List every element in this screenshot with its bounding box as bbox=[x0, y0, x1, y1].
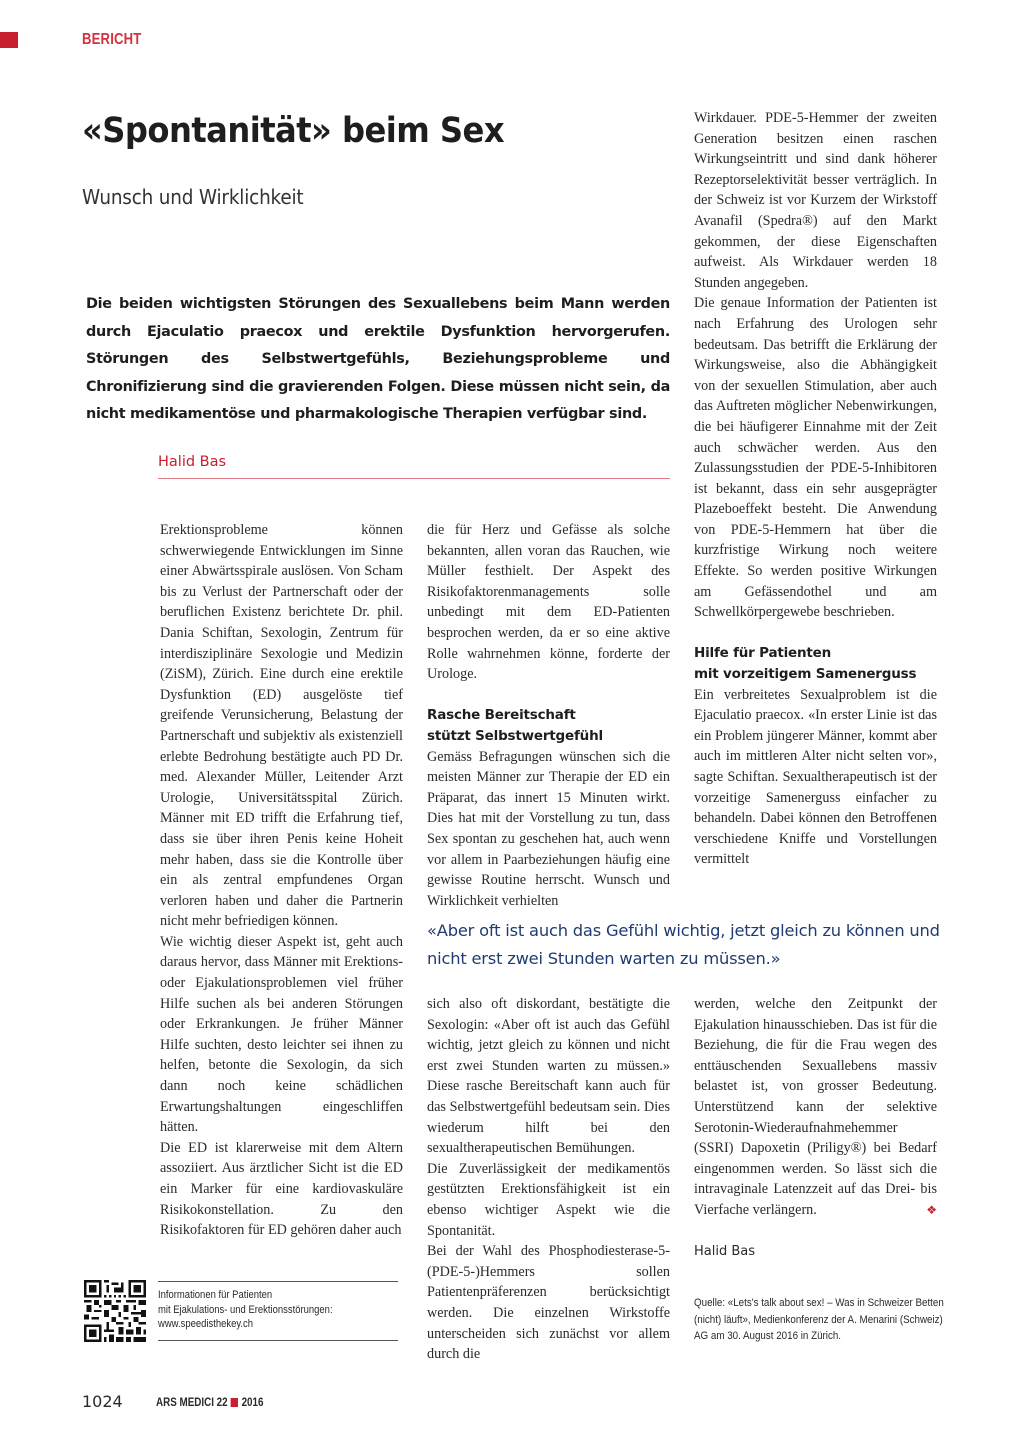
subheading bbox=[694, 643, 937, 684]
byline-divider bbox=[158, 478, 670, 479]
paragraph: sich also oft diskordant, bestätigte die Sexologin: «Aber oft ist auch das Gefühl wichtig, jetzt gleich zu können und nicht erst zwei Stunden warten zu müssen.» Diese rasche Bereitschaft kann auch für das Selbstwertgefühl bedeutsam sein. Dies wiederum hilft bei den sexualtherapeutischen Bemühungen. bbox=[427, 996, 670, 1157]
paragraph: Die genaue Information der Patienten ist nach Erfahrung des Urologen sehr bedeutsam. Das betrifft die Erklärung der Wirkungsweise, also die Abhängigkeit von der sexuellen Stimulation, aber auch das Auftreten möglicher Nebenwirkungen, die bei häufigerer Einnahme mit der Zeit auch schwächer werden. Aus den Zulassungsstudien der PDE-5-Inhibitoren ist bekannt, dass ein sehr ausgeprägter Plazeboeffekt besteht. Die Anwendung von PDE-5-Hemmern hat über die kurzfristige Wirkung noch weitere Effekte. So werden positive Wirkungen am Gefässendothel und am Schwellkörpergewebe beschrieben. bbox=[694, 295, 937, 621]
subheading-line: mit vorzeitigem Samenerguss bbox=[694, 666, 917, 683]
info-divider-top bbox=[158, 1281, 398, 1282]
paragraph: Bei der Wahl des Phosphodiesterase-5-(PDE-5-)Hemmers sollen Patientenpräferenzen berücksichtigt werden. Die einzelnen Wirkstoffe unterscheiden sich zunächst vor allem durch die bbox=[427, 1243, 670, 1363]
author-signature: Halid Bas bbox=[694, 1244, 756, 1259]
source-line: AG am 30. August 2016 in Zürich. bbox=[694, 1330, 842, 1342]
qr-code-icon[interactable] bbox=[84, 1280, 146, 1342]
column-3 bbox=[694, 108, 937, 870]
journal-footer bbox=[156, 1395, 263, 1409]
paragraph: Wirkdauer. PDE-5-Hemmer der zweiten Generation besitzen einen raschen Wirkungseintritt und sind dank höherer Rezeptorselektivität besser verträglich. In der Schweiz ist vor Kurzem der Wirkstoff Avanafil (Spedra®) auf den Markt gekommen, der diese Eigenschaften aufweist. Als Wirkdauer werden 18 Stunden angegeben. bbox=[694, 110, 937, 291]
paragraph-text: werden, welche den Zeitpunkt der Ejakulation hinausschieben. Das ist für die Beziehung, die für die Frau wegen des enttäuschenden Sexuallebens massiv belastet ist, von grosser Bedeutung. Unterstützend kann der selektive Serotonin-Wiederaufnahmehemmer (SSRI) Dapoxetin (Priligy®) bei Bedarf eingenommen werden. So lässt sich die intravaginale Latenzzeit auf das Drei- bis Vierfache verlängern. bbox=[694, 996, 937, 1218]
paragraph: Die Zuverlässigkeit der medikamentös gestützten Erektionsfähigkeit ist ein ebenso wichtiger Aspekt wie die Spontanität. bbox=[427, 1160, 670, 1239]
info-line: Informationen für Patienten bbox=[158, 1289, 273, 1301]
separator-square-icon bbox=[231, 1398, 238, 1407]
end-of-article-icon: ❖ bbox=[926, 1202, 937, 1217]
source-line: Quelle: «Lets's talk about sex! – Was in Schweizer Betten bbox=[694, 1297, 944, 1309]
paragraph: Wie wichtig dieser Aspekt ist, geht auch daraus hervor, dass Männer mit Erektions- oder Ejakulationsproblemen viel früher Hilfe suchen als bei anderen Störungen oder Erkrankungen. Je früher Männer Hilfe suchten, desto leichter sei ihnen zu helfen, betonte die Sexologin, da sich dann noch keine schädlichen Erwartungshaltungen eingeschliffen hätten. bbox=[160, 933, 403, 1136]
paragraph: die für Herz und Gefässe als solche bekannten, allen voran das Rauchen, wie Müller festhielt. Der Aspekt des Risikofaktorenmanagements solle unbedingt mit dem ED-Patienten besprochen werden, da er so eine aktive Rolle wahrnehmen könne, forderte der Urologe. bbox=[427, 522, 670, 683]
paragraph: Ein verbreitetes Sexualproblem ist die Ejaculatio praecox. «In erster Linie ist das ein Problem jüngerer Männer, kommt aber auch im mittleren Alter nicht selten vor», sagte Schiftan. Sexualtherapeutisch ist der vorzeitige Samenerguss einfacher zu behandeln. Dabei können den Betroffenen verschiedene Kniffe und Vorstellungen vermittelt bbox=[694, 686, 937, 868]
article-subtitle: Wunsch und Wirklichkeit bbox=[82, 185, 304, 209]
column-2-continued bbox=[427, 994, 670, 1365]
section-marker bbox=[0, 32, 18, 48]
subheading-line: stützt Selbstwertgefühl bbox=[427, 727, 603, 744]
column-3-continued bbox=[694, 994, 937, 1221]
paragraph: Gemäss Befragungen wünschen sich die meisten Männer zur Therapie der ED ein Präparat, das innert 15 Minuten wirkt. Dies hat mit der Vorstellung zu tun, dass Sex spontan zu geschehen hat, auch wenn vor allem in Paarbeziehungen häufig eine gewisse Routine herrscht. Wunsch und Wirklichkeit verhielten bbox=[427, 748, 670, 909]
info-divider-bottom bbox=[158, 1340, 398, 1341]
subheading bbox=[427, 705, 670, 746]
journal-name: ARS MEDICI 22 bbox=[156, 1395, 228, 1409]
section-label: BERICHT bbox=[82, 31, 142, 48]
column-2 bbox=[427, 520, 670, 911]
pull-quote: «Aber oft ist auch das Gefühl wichtig, jetzt gleich zu können und nicht erst zwei Stunden warten zu müssen.» bbox=[427, 921, 940, 968]
source-line: (nicht) läuft», Medienkonferenz der A. Menarini (Schweiz) bbox=[694, 1313, 943, 1326]
source-note bbox=[694, 1295, 978, 1345]
column-1 bbox=[160, 520, 403, 1241]
byline: Halid Bas bbox=[158, 454, 227, 470]
page-number: 1024 bbox=[82, 1392, 123, 1411]
info-link[interactable]: www.speedisthekey.ch bbox=[158, 1318, 254, 1330]
patient-info-box bbox=[158, 1288, 416, 1332]
journal-year: 2016 bbox=[241, 1395, 264, 1409]
subheading-line: Rasche Bereitschaft bbox=[427, 707, 576, 724]
subheading-line: Hilfe für Patienten bbox=[694, 645, 832, 662]
paragraph: Erektionsprobleme können schwerwiegende Entwicklungen im Sinne einer Abwärtsspirale auslösen. Von Scham bis zu Verlust der Partnerschaft oder der beruflichen Existenz berichtete Dr. phil. Dania Schiftan, Sexologin, Zentrum für interdisziplinäre Sexologie und Medizin (ZiSM), Zürich. Eine durch eine erektile Dysfunktion (ED) ausgelöste tief greifende Verunsicherung, Belastung der Partnerschaft und subjektiv als existenziell erlebte Bedrohung bestätigte auch PD Dr. med. Alexander Müller, Leitender Arzt Urologie, Universitätsspital Zürich. Männer mit ED trifft die Erfahrung tief, dass sie über ihren Penis keine Hoheit mehr haben, dass sie die Kontrolle über ein als zentral empfundenes Organ verloren haben und daher die Partnerin nicht mehr befriedigen können. bbox=[160, 522, 403, 930]
info-line: mit Ejakulations- und Erektionsstörungen: bbox=[158, 1303, 333, 1316]
article-title: «Spontanität» beim Sex bbox=[82, 111, 505, 151]
paragraph: Die ED ist klarerweise mit dem Altern assoziiert. Aus ärztlicher Sicht ist die ED ein Marker für eine kardiovaskuläre Risikokonstellation. Zu den Risikofaktoren für ED gehören daher auch bbox=[160, 1139, 403, 1239]
article-lead: Die beiden wichtigsten Störungen des Sexuallebens beim Mann werden durch Ejaculatio praecox und erektile Dysfunktion hervorgerufen. Störungen des Selbstwertgefühls, Beziehungsprobleme und Chronifizierung sind die gravierenden Folgen. Diese müssen nicht sein, da nicht medikamentöse und pharmakologische Therapien verfügbar sind. bbox=[86, 296, 670, 422]
paragraph bbox=[694, 994, 937, 1221]
